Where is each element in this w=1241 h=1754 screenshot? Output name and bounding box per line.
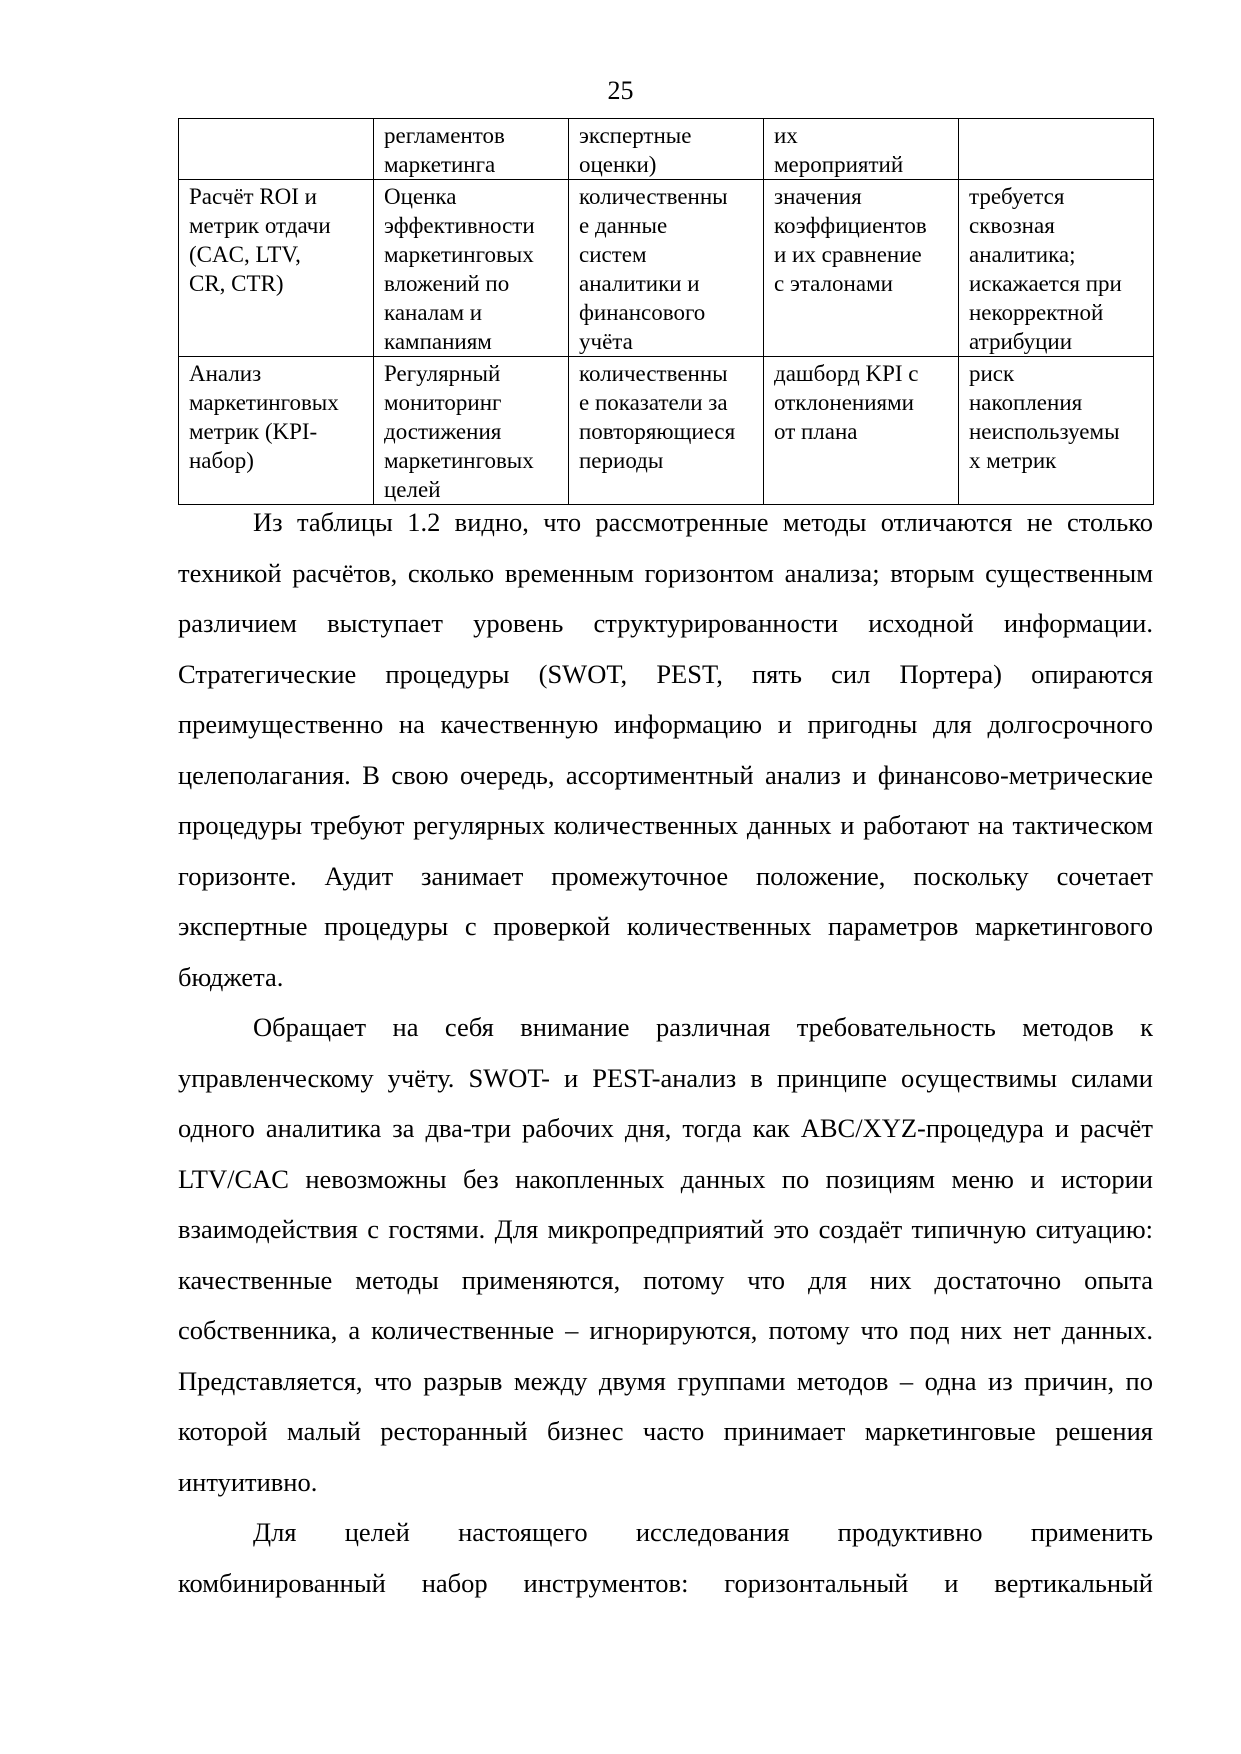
table-cell: Анализ маркетинговых метрик (KPI- набор)	[179, 357, 374, 505]
table-cell: значения коэффициентов и их сравнение с эталонами	[764, 180, 959, 357]
table-cell	[959, 119, 1154, 180]
table-row	[179, 119, 1154, 180]
paragraph: Из таблицы 1.2 видно, что рассмотренные методы отличаются не столько техникой расчётов, сколько временным горизонтом анализа; вторым существенным различием выступает уровень структурированности исходной информации. Стратегические процедуры (SWOT, PEST, пять сил Портера) опираются преимущественно на качественную информацию и пригодны для долгосрочного целеполагания. В свою очередь, ассортиментный анализ и финансово-метрические процедуры требуют регулярных количественных данных и работают на тактическом горизонте. Аудит занимает промежуточное положение, поскольку сочетает экспертные процедуры с проверкой количественных параметров маркетингового бюджета.	[178, 507, 1153, 992]
table-row	[179, 180, 1154, 357]
table-cell: регламентов маркетинга	[374, 119, 569, 180]
table-cell: их мероприятий	[764, 119, 959, 180]
table-cell: риск накопления неиспользуемы х метрик	[959, 357, 1154, 505]
table-cell: требуется сквозная аналитика; искажается при некорректной атрибуции	[959, 180, 1154, 357]
page-number: 25	[607, 76, 634, 105]
table-cell: дашборд KPI с отклонениями от плана	[764, 357, 959, 505]
table-cell: Оценка эффективности маркетинговых вложений по каналам и кампаниям	[374, 180, 569, 357]
table-cell: экспертные оценки)	[569, 119, 764, 180]
table-cell: Регулярный мониторинг достижения маркетинговых целей	[374, 357, 569, 505]
paragraph: Обращает на себя внимание различная требовательность методов к управленческому учёту. SWOT- и PEST-анализ в принципе осуществимы силами одного аналитика за два-три рабочих дня, тогда как ABC/XYZ-процедура и расчёт LTV/CAC невозможны без накопленных данных по позициям меню и истории взаимодействия с гостями. Для микропредприятий это создаёт типичную ситуацию: качественные методы применяются, потому что для них достаточно опыта собственника, а количественные – игнорируются, потому что под них нет данных. Представляется, что разрыв между двумя группами методов – одна из причин, по которой малый ресторанный бизнес часто принимает маркетинговые решения интуитивно.	[178, 1012, 1153, 1497]
body-text	[178, 497, 1153, 1608]
table-cell	[179, 119, 374, 180]
methods-table	[178, 118, 1154, 505]
table-row	[179, 357, 1154, 505]
table-cell: Расчёт ROI и метрик отдачи (CAC, LTV, CR, CTR)	[179, 180, 374, 357]
paragraph: Для целей настоящего исследования продуктивно применить комбинированный набор инструментов: горизонтальный и вертикальный	[178, 1517, 1153, 1598]
table-cell: количественны е данные систем аналитики и финансового учёта	[569, 180, 764, 357]
table-cell: количественны е показатели за повторяющиеся периоды	[569, 357, 764, 505]
